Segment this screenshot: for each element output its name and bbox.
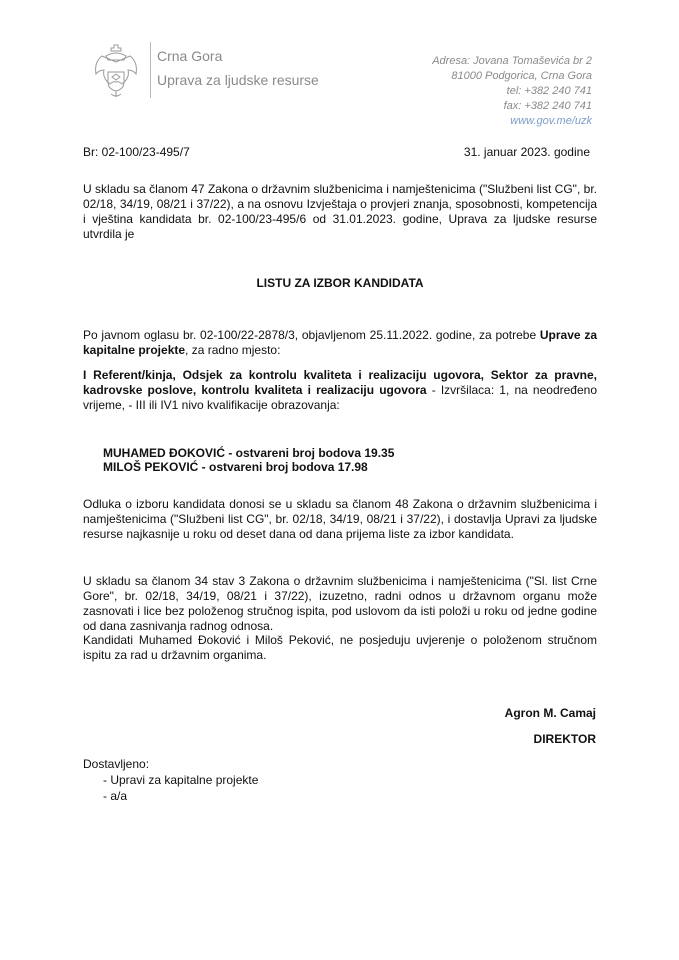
coat-of-arms-logo	[92, 42, 140, 100]
candidate-2: MILOŠ PEKOVIĆ - ostvareni broj bodova 17.98	[103, 460, 368, 474]
delivery-item: - a/a	[103, 789, 128, 803]
ad-prefix: Po javnom oglasu br. 02-100/22-2878/3, objavljenom 25.11.2022. godine, za potrebe	[83, 328, 540, 342]
document-number: Br: 02-100/23-495/7	[83, 145, 190, 159]
candidate-1: MUHAMED ĐOKOVIĆ - ostvareni broj bodova 19.35	[103, 446, 395, 460]
delivery-label: Dostavljeno:	[83, 757, 150, 771]
phone-line: tel: +382 240 741	[506, 85, 592, 97]
contact-block	[432, 54, 592, 129]
fax-line: fax: +382 240 741	[503, 100, 592, 112]
letterhead-divider	[150, 42, 151, 98]
employer-name: Uprave za kapitalne projekte	[83, 328, 597, 357]
website-link[interactable]: www.gov.me/uzk	[510, 115, 592, 127]
intro-paragraph: U skladu sa članom 47 Zakona o državnim službenicima i namještenicima ("Službeni list CG", br. 02/18, 34/19, 08/21 i 37/22), a na osnovu Izvještaja o provjeri znanja, sposobnosti, kompetencija i vještina kandidata br. 02-100/23-495/6 od 31.01.2023. godine, Uprava za ljudske resurse utvrdila je	[83, 182, 597, 241]
country-name: Crna Gora	[157, 48, 223, 64]
position-paragraph	[83, 368, 597, 413]
city-line: 81000 Podgorica, Crna Gora	[451, 70, 592, 82]
agency-name: Uprava za ljudske resurse	[157, 72, 319, 88]
note-paragraph: Kandidati Muhamed Đoković i Miloš Peković, ne posjeduju uvjerenje o položenom stručnom ispitu za rad u državnim organima.	[83, 633, 597, 662]
document-title: LISTU ZA IZBOR KANDIDATA	[256, 276, 424, 290]
position-title: I Referent/kinja, Odsjek za kontrolu kvaliteta i realizaciju ugovora, Sektor za pravne, kadrovske poslove, kontrolu kvaliteta i realizaciju ugovora	[83, 368, 597, 397]
signer-role: DIREKTOR	[533, 732, 596, 746]
ad-paragraph	[83, 328, 597, 358]
decision-paragraph: Odluka o izboru kandidata donosi se u skladu sa članom 48 Zakona o državnim službenicima i namještenicima ("Službeni list CG", br. 02/18, 34/19, 08/21 i 37/22), i dostavlja Upravi za ljudske resurse najkasnije u roku od deset dana od dana prijema liste za izbor kandidata.	[83, 497, 597, 541]
position-details: - Izvršilaca: 1, na neodređeno vrijeme, - III ili IV1 nivo kvalifikacije obrazovanja:	[83, 383, 597, 412]
exception-paragraph: U skladu sa članom 34 stav 3 Zakona o državnim službenicima i namještenicima ("Sl. list Crne Gore", br. 02/18, 34/19, 08/21 i 37/22), izuzetno, radni odnos u državnom organu može zasnovati i lice bez položenog stručnog ispita, pod uslovom da isti položi u roku od jedne godine od dana zasnivanja radnog odnosa.	[83, 574, 597, 633]
address-line: Adresa: Jovana Tomaševića br 2	[432, 55, 592, 67]
delivery-item: - Upravi za kapitalne projekte	[103, 773, 259, 787]
document-date: 31. januar 2023. godine	[463, 145, 590, 159]
signer-name: Agron M. Camaj	[504, 706, 596, 720]
ad-suffix: , za radno mjesto:	[185, 343, 281, 357]
